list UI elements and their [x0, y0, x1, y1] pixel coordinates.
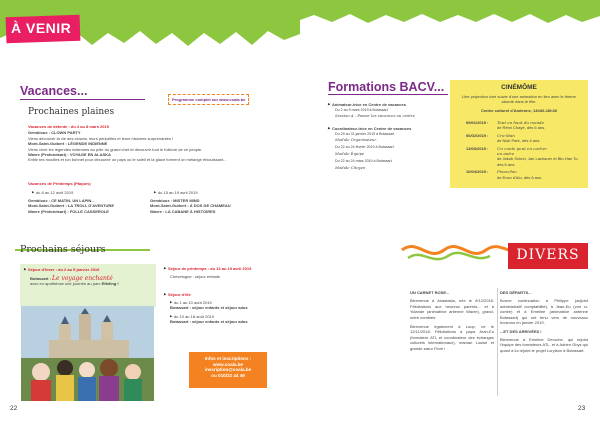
formations-title: Formations BACV... [328, 80, 445, 94]
carnet-text-2: Bienvenue également à Loup, né le 12/11/2018. Félicitations à papa Jean-Eu (formateur ATL et coordinateur des échanges culturels internationaux), maman Louise et grande sœur Flore ! [410, 324, 494, 351]
sejour-ete-date-1: ▶ du 1 au 10 août 2019 [170, 300, 289, 306]
printemps-left-3: Wavre (Profondsart) : FOLLE CASSEROLE [28, 208, 109, 214]
cinememe-item-4 [466, 169, 584, 180]
detente-line-3-title: Wavre (Profondsart) : VOYAGE EN ALASKA [28, 152, 111, 158]
info-phone: ou 010/22 44 49 [211, 372, 245, 378]
detente-line-1 [28, 130, 290, 141]
printemps-left-2: Mont-Saint-Guibert : LA TROLL D'AVENTURE [28, 203, 114, 209]
cinememe-venue: Centre culturel d'Andenne, 14h30-16h30 [480, 108, 558, 113]
printemps-right-1: Gembloux : MISTER MIND [150, 198, 200, 203]
detente-heading: Vacances de détente : du 4 au 8 mars 2019 [28, 124, 109, 129]
printemps-right-list [150, 198, 280, 214]
detente-line-2 [28, 141, 290, 152]
sejours-title: Prochains séjours [20, 244, 106, 255]
printemps-left-list [28, 198, 148, 214]
printemps-right-2: Mont-Saint-Guibert : À DOS DE CHAMEAU [150, 203, 231, 209]
cinememe-item-2-title: Cro-Man [497, 132, 515, 138]
printemps-right-3: Wavre : LA CABANE À HISTOIRES [150, 208, 216, 214]
cinememe-item-4-title: Pinocchio [497, 169, 517, 175]
sejour-hiver-park: Efteling ! [101, 281, 119, 287]
cinememe-item-4-date: 10/04/2019 : [466, 169, 489, 175]
carnet-column [410, 290, 494, 351]
coordinateur-date-1: Du 29 au 31 janvier 2019 à Botassart [335, 131, 395, 136]
page-number-left: 22 [10, 405, 18, 412]
cinememe-intro: Une projection ciné suivie d'une animation en lien avec le thème abordé dans le film. [462, 94, 576, 105]
departs-column [500, 290, 588, 353]
animateur-note: Session A : Passer les vacances au centre [335, 113, 415, 119]
cinememe-title: CINÉMÔME [501, 84, 537, 91]
sejour-printemps-line: Chevetogne : séjour enfants [170, 273, 221, 279]
sejour-printemps-heading: ▶ Séjour de printemps : du 13 au 19 avril 2019 [164, 266, 289, 272]
cinememe-item-1 [466, 120, 584, 131]
sejour-hiver-place: Botassart : [30, 276, 53, 281]
sejour-ete-line-2: Botassart : séjour enfants et séjour ados [170, 319, 248, 325]
detente-line-1-desc: Viens découvrir la vie des clowns, leurs péripéties et leurs histoires surprenantes ! [28, 135, 174, 141]
cinememe-item-3 [466, 146, 584, 168]
divers-divider [497, 288, 498, 396]
vacances-title: Vacances... [20, 84, 88, 98]
detente-block [28, 124, 290, 163]
sejour-ete-date-2: ▶ du 10 au 18 août 2019 [170, 314, 289, 320]
cinememe-item-3-title: Un conte peut en cacher [497, 145, 548, 151]
sejour-hiver-desc [30, 276, 152, 287]
info-box [189, 352, 267, 388]
program-badge[interactable]: Programme complet sur www.coala.be [168, 94, 249, 105]
carnet-heading: UN CARNET ROSE... [410, 290, 450, 295]
info-url[interactable]: www.coala.be [212, 361, 244, 367]
plaines-subtitle: Prochaines plaines [28, 107, 115, 117]
cinememe-item-1-title: Tout en haut du monde [497, 120, 544, 125]
carnet-text: Bienvenue à Anastasia, née le 9/12/2018. Félicitations aux heureux parents... et à Yolande (animatrice antenne Wavre), grand-mère comblée. [410, 298, 494, 320]
printemps-date-1: ▶ du 8 au 12 avril 2019 [32, 190, 73, 196]
sejour-hiver-desc2: avec en apothéose une journée au parc [30, 281, 102, 287]
animateur-date: Du 2 au 9 mars 2019 à Botassart [335, 107, 388, 112]
printemps-heading: Vacances de Printemps (Pâques) [28, 181, 91, 186]
formation-coordinateur [328, 126, 448, 170]
page-number-right: 23 [578, 405, 586, 412]
divers-squiggle [400, 236, 520, 264]
sejour-ete-line-1: Botassart : séjour enfants et séjour ados [170, 305, 248, 311]
sejour-printemps [164, 266, 289, 279]
detente-line-2-title: Mont-Saint-Guibert : LÉGENDE INDIENNE [28, 141, 108, 147]
coordinateur-note-1: Module Organisateur [335, 137, 377, 143]
efteling-photo [21, 306, 154, 401]
formation-animateur [328, 102, 448, 118]
cinememe-item-2 [466, 133, 584, 144]
divers-title: DIVERS [516, 247, 580, 263]
printemps-date-2: ▶ du 15 au 19 avril 2019 [154, 190, 198, 196]
coordinateur-date-2: Du 22 au 24 février 2019 à Botassart [335, 145, 394, 150]
cinememe-list [466, 120, 584, 180]
detente-line-2-desc: Viens vivre les légendes indiennes au pôle du grand chef et découvrir tout le folklore de ce peuple. [28, 146, 203, 152]
cinememe-item-1-date: 09/01/2019 : [466, 120, 489, 125]
cinememe-box [450, 80, 588, 188]
coordinateur-note-2: Module Équipe [335, 150, 365, 156]
green-banner-shape-right [300, 0, 600, 23]
efteling-scene [21, 306, 154, 401]
vacances-title-rule [20, 99, 145, 100]
detente-line-3-desc: Enfile tes moufles et ton bonnet pour découvrir un pays où le soleil et la glace forment un mélange éblouissant... [28, 157, 227, 163]
detente-line-3 [28, 152, 290, 163]
cinememe-item-4-by: de Enzo d'Alo, dès 6 ans. [497, 174, 543, 180]
arrivees-text: Bienvenue à Emeline Deroche, qui rejoint l'équipe des formateurs ATL, et à Adrien Ghys qui quant à lui rejoint le projet Lorylson à Botassart. [500, 336, 588, 353]
cinememe-item-3-date: 13/03/2019 : [466, 145, 489, 151]
cinememe-item-3-title2: un autre [497, 151, 515, 157]
animateur-heading: ▶ Animateur-trice en Centre de vacances [328, 102, 448, 108]
coordinateur-heading: ▶ Coordinateur-trice en Centre de vacances [328, 126, 448, 132]
header-left-title: À VENIR [11, 20, 72, 36]
coordinateur-date-3: Du 22 au 24 mars 2019 à Botassart [335, 159, 392, 164]
sejour-ete [164, 292, 289, 325]
departs-heading: DES DÉPARTS... [500, 290, 532, 295]
departs-text: Bonne continuation à Philippe (adjoint administratif comptabilité), à Jean-Eu (voir ci-contre) et à Emeline (animatrice antenne Botassart) qui ont tenu vers de nouveaux horizons en janvier 2019. [500, 298, 588, 326]
info-email[interactable]: inscription@coala.be [204, 367, 252, 373]
cinememe-item-2-by: de Nick Park, dès 6 ans. [497, 138, 541, 144]
arrivees-heading: ...ET DES ARRIVÉES ! [500, 329, 542, 335]
cinememe-item-3-by: de Jakob Schuh, Jan Lachauer et Bin-Han To, dès 6 ans. [497, 156, 579, 167]
formations-title-rule [328, 94, 448, 95]
detente-line-1-title: Gembloux : CLOWN PARTY [28, 130, 81, 136]
sejour-hiver-title: Le voyage enchanté [52, 275, 113, 282]
sejour-hiver-heading: ▶ Séjour d'hiver : du 2 au 5 janvier 2019 [24, 267, 99, 273]
printemps-left-1: Gembloux : CE MATIN, UN LAPIN... [28, 198, 95, 203]
sejour-ete-heading: ▶ Séjour d'été [164, 292, 289, 298]
sejour-hiver-box [20, 264, 156, 307]
cinememe-item-2-date: 06/02/2019 : [466, 132, 489, 138]
info-title: Infos et inscriptions : [204, 356, 252, 361]
header-right-banner [300, 0, 600, 40]
cinememe-item-1-by: de Rémi Chayé, dès 6 ans. [497, 125, 546, 131]
coordinateur-note-3: Module Citoyen [335, 164, 366, 170]
